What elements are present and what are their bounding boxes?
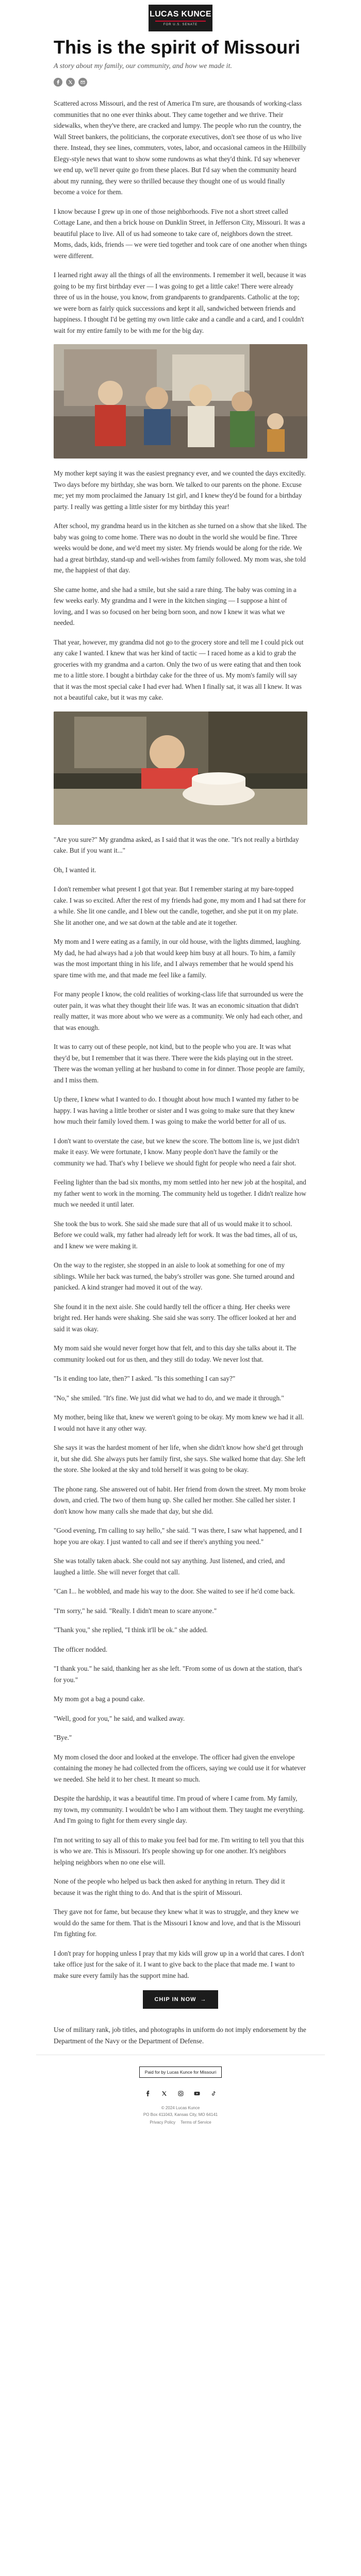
article-paragraph: That year, however, my grandma did not go to the grocery store and tell me I could pick out any cake I wanted. I knew that was her kind of tactic — I raced home as a kid to grab the groceries with my grandma and a carton. Only the two of us were eating that and then took me to a little store. I bought a birthday cake for the three of us. My mom's family will say that it was the most special cake I had ever had. When I finally sat, it was all I knew. It was not a beautiful cake, but it was my cake.	[54, 638, 304, 701]
article-paragraph: I'm not writing to say all of this to make you feel bad for me. I'm writing to tell you that this is who we are. This is Missouri. It's people showing up for one another. It's neighbors helping neighbors when no one else will.	[54, 1836, 304, 1866]
share-row	[54, 78, 307, 87]
article-paragraph: "I thank you." he said, thanking her as she left. "From some of us down at the station, that's for you."	[54, 1665, 302, 1684]
chip-in-label: CHIP IN NOW	[154, 1996, 196, 2003]
footer-text	[0, 2105, 361, 2118]
article-paragraph: The phone rang. She answered out of habit. Her friend from down the street. My mom broke down, and cried. The two of them hung up. She called her mother. She called her sister. I don't know how many calls she made that day, but she did.	[54, 1485, 306, 1515]
header	[0, 0, 361, 34]
article-paragraph: Up there, I knew what I wanted to do. I thought about how much I wanted my father to be happy. I was having a little brother or sister and I was going to make sure that they knew how much their family loved them. I was going to make the world better for all of us.	[54, 1095, 299, 1125]
article-paragraph: None of the people who helped us back then asked for anything in return. They did it because it was the right thing to do. And that is the spirit of Missouri.	[54, 1877, 285, 1896]
article-paragraph: For many people I know, the cold realities of working-class life that surrounded us were the outer pain, it was what they thought their life was. It was an economic situation that didn't really matter, it was more about who we were as a community. We only had each other, and that was enough.	[54, 990, 304, 1031]
paragraph-group-3	[54, 834, 307, 1981]
article-paragraph: She says it was the hardest moment of her life, when she didn't know how she'd get through it, but she did. She always puts her family first, she says. She walked home that day. She left the store. She looked at the sky and told herself it was going to be okay.	[54, 1444, 306, 1473]
paid-box-row	[0, 2066, 361, 2078]
email-share-icon[interactable]	[78, 78, 87, 87]
disclaimer-paragraph: Use of military rank, job titles, and photographs in uniform do not imply endorsement by the Department of the Navy or the Department of Defense.	[54, 2026, 306, 2045]
facebook-share-icon[interactable]	[54, 78, 62, 87]
photo-2	[54, 711, 307, 825]
paragraph-group-2	[54, 468, 307, 703]
facebook-icon[interactable]	[143, 2089, 152, 2097]
article-paragraph: My mom said she would never forget how that felt, and to this day she talks about it. The community looked out for us then, and they still do today. We never lost that.	[54, 1344, 297, 1363]
article-paragraph: They gave not for fame, but because they knew what it was to struggle, and they knew we would do the same for them. That is the Missouri I know and love, and that is the Missouri I'm fighting for.	[54, 1908, 301, 1938]
article-paragraph: My mom got a bag a pound cake.	[54, 1695, 145, 1703]
privacy-policy-link[interactable]: Privacy Policy	[150, 2120, 176, 2125]
photo-1	[54, 344, 307, 459]
article-paragraph: It was to carry out of these people, not kind, but to the people who you are. It was what they'd be, but I remember that it was there. There were the kids playing out in the street. There was the woman yelling at her husband to come in for dinner. Those people are family, and I miss them.	[54, 1043, 305, 1084]
twitter-icon[interactable]	[160, 2089, 168, 2097]
tiktok-icon[interactable]	[209, 2089, 218, 2097]
logo[interactable]	[149, 5, 212, 31]
article-paragraph: "I'm sorry," he said. "Really. I didn't mean to scare anyone."	[54, 1606, 217, 1615]
logo-subtitle: FOR U.S. SENATE	[163, 23, 198, 26]
arrow-right-icon: →	[200, 1996, 207, 2003]
article-subtitle: A story about my family, our community, and how we made it.	[54, 62, 232, 70]
article-paragraph: She came home, and she had a smile, but she said a rare thing. The baby was coming in a few weeks early. My grandma and I were in the kitchen singing — I suppose a hint of loving, and I was so focused on her being born soon, and now I knew it was what we needed.	[54, 585, 297, 626]
article-paragraph: "Good evening, I'm calling to say hello," she said. "I was there, I saw what happened, and I hope you are okay. I just wanted to call and see if there's anything you need."	[54, 1527, 302, 1546]
copyright-text: © 2024 Lucas Kunce	[161, 2106, 200, 2110]
terms-link[interactable]: Terms of Service	[180, 2120, 211, 2125]
article-paragraph: She was totally taken aback. She could not say anything. Just listened, and cried, and laughed a little. She will never forget that call.	[54, 1557, 285, 1576]
article-paragraph: The officer nodded.	[54, 1645, 108, 1653]
instagram-icon[interactable]	[176, 2089, 185, 2097]
article-title: This is the spirit of Missouri	[54, 37, 301, 58]
article-paragraph: Feeling lighter than the bad six months, my mom settled into her new job at the hospital, and my father went to work in the morning. The community held us together. I didn't realize how much we needed it until later.	[54, 1178, 306, 1208]
article-paragraph: "Thank you," she replied, "I think it'll be ok." she added.	[54, 1626, 208, 1634]
article-paragraph: "No," she smiled. "It's fine. We just did what we had to do, and we made it through."	[54, 1394, 284, 1402]
article-paragraph: My mom closed the door and looked at the envelope. The officer had given the envelope containing the money he had collected from the officers, saying we could use it for whatever we needed. She held it to her chest. It meant so much.	[54, 1753, 306, 1783]
paragraph-group-1	[54, 98, 307, 336]
article-paragraph: "Can I... he wobbled, and made his way to the door. She waited to see if he'd come back.	[54, 1587, 295, 1595]
footer-links	[0, 2120, 361, 2125]
article-paragraph: She found it in the next aisle. She could hardly tell the officer a thing. Her cheeks were bright red. Her hands were shaking. She said she was sorry. The officer looked at her and said it was okay.	[54, 1302, 296, 1333]
social-row	[0, 2089, 361, 2097]
youtube-icon[interactable]	[193, 2089, 201, 2097]
twitter-share-icon[interactable]	[66, 78, 75, 87]
article-paragraph: Despite the hardship, it was a beautiful time. I'm proud of where I came from. My family, my town, my community. I wouldn't be who I am without them. They taught me everything. And I'm going to fight for them every single day.	[54, 1794, 305, 1824]
logo-name: LUCAS KUNCE	[150, 10, 211, 19]
logo-divider	[155, 21, 206, 22]
article	[54, 37, 307, 2046]
article-paragraph: She took the bus to work. She said she made sure that all of us would make it to school. Before we could walk, my father had already left for work. It was the bad times, all of us, and I knew we were making it.	[54, 1219, 298, 1250]
article-paragraph: "Are you sure?" My grandma asked, as I said that it was the one. "It's not really a birthday cake. But if you want it..."	[54, 835, 299, 854]
article-paragraph: On the way to the register, she stopped in an aisle to look at something for one of my siblings. While her back was turned, the baby's stroller was gone. She turned around and panicked. A kind stranger had moved it out of the way.	[54, 1261, 294, 1291]
article-paragraph: My mom and I were eating as a family, in our old house, with the lights dimmed, laughing. My dad, he had always had a job that would keep him busy at all hours. To him, a family was the most important thing in his life, and I always remember that he would spend his spare time with me, and that made me feel like a family.	[54, 938, 302, 979]
article-paragraph: My mother, being like that, knew we weren't going to be okay. My mom knew we had it all. I would not have it any other way.	[54, 1413, 304, 1432]
article-paragraph: I don't pray for hopping unless I pray that my kids will grow up in a world that cares. I don't take office just for the sake of it. I want to give back to the place that made me. I want to make sure every family has the support mine had.	[54, 1949, 304, 1979]
article-paragraph: "Bye."	[54, 1734, 72, 1741]
cake-photo-image	[54, 711, 307, 825]
article-paragraph: "Well, good for you," he said, and walked away.	[54, 1714, 185, 1722]
cta-wrap	[54, 1990, 307, 2009]
article-paragraph: I don't remember what present I got that year. But I remember staring at my bare-topped cake. I was so excited. After the rest of my friends had gone, my mom and I had sat there for a while. She lit one candle, and I blew out the candle, together, and she put it on my plate. She lit another one, and we sat down at the table and ate it together.	[54, 885, 306, 926]
article-paragraph: I don't want to overstate the case, but we knew the score. The bottom line is, we just didn't make it easy. We were fortunate, I know. Many people don't have the family or the community we had. That's why I believe we should fight for people who need a fair shot.	[54, 1137, 300, 1167]
article-paragraph: I learned right away all the things of all the environments. I remember it well, because it was going to be my first birthday ever — I was going to get a little cake! There were already three of us in the house, you know, from grandparents to grandparents. Catholic at the top; we were born as fairly quick successions and kept it all, sandwiched between friends and happiness. I thought I'd be getting my own little cake and a candle and a card, and I couldn't wait for my entire family to be with me for the big day.	[54, 271, 306, 334]
family-photo-image	[54, 344, 307, 459]
contact-text: PO Box 411043, Kansas City, MO 64141	[143, 2112, 218, 2117]
article-paragraph: "Is it ending too late, then?" I asked. "Is this something I can say?"	[54, 1375, 236, 1382]
chip-in-button[interactable]	[143, 1990, 218, 2009]
article-paragraph: I know because I grew up in one of those neighborhoods. Five not a short street called Cottage Lane, and then a brick house on Dunklin Street, in Jefferson City, Missouri. It was a beautiful place to live. All of us had someone to take care of, neighbors down the street. Moms, dads, kids, friends — we were tied together and took care of one another when things were different.	[54, 207, 307, 260]
article-paragraph: Scattered across Missouri, and the rest of America I'm sure, are thousands of working-class communities that no one ever thinks about. They came together and we thrive. Their sidewalks, when they've there, are cracked and lumpy. The people who run the country, the Wall Street bankers, the politicians, the corporate executives, don't see those of us who live there. Instead, they see lines, commuters, votes, labor, and occasional cameos in the Hillbilly Elegy-style news that want to show some rundowns as what they'd think. I'd say whenever we end up, we'll never quite go from these places. But I'd say when the community heard about my running, they were so thrilled because they thought one of us would finally become a voice for them.	[54, 99, 306, 196]
paid-for-box: Paid for by Lucas Kunce for Missouri	[139, 2066, 222, 2078]
article-paragraph: My mother kept saying it was the easiest pregnancy ever, and we counted the days excitedly. Two days before my birthday, she was born. We talked to our parents on the phone. Excuse me; yet my mom proclaimed the January 1st girl, and I knew they'd be found for a birthday party. I really was getting a little sister for my birthday this year!	[54, 469, 306, 511]
article-paragraph: After school, my grandma heard us in the kitchen as she turned on a show that she liked. The baby was going to come home. There was no doubt in the world she would be fine. Three weeks would be done, and we'd meet my sister. My friends would be along for the ride. We had a great birthday, stand-up and well-wishes from family followed. My mom was, she told me, the happiest of that day.	[54, 522, 307, 574]
article-paragraph: Oh, I wanted it.	[54, 866, 96, 874]
